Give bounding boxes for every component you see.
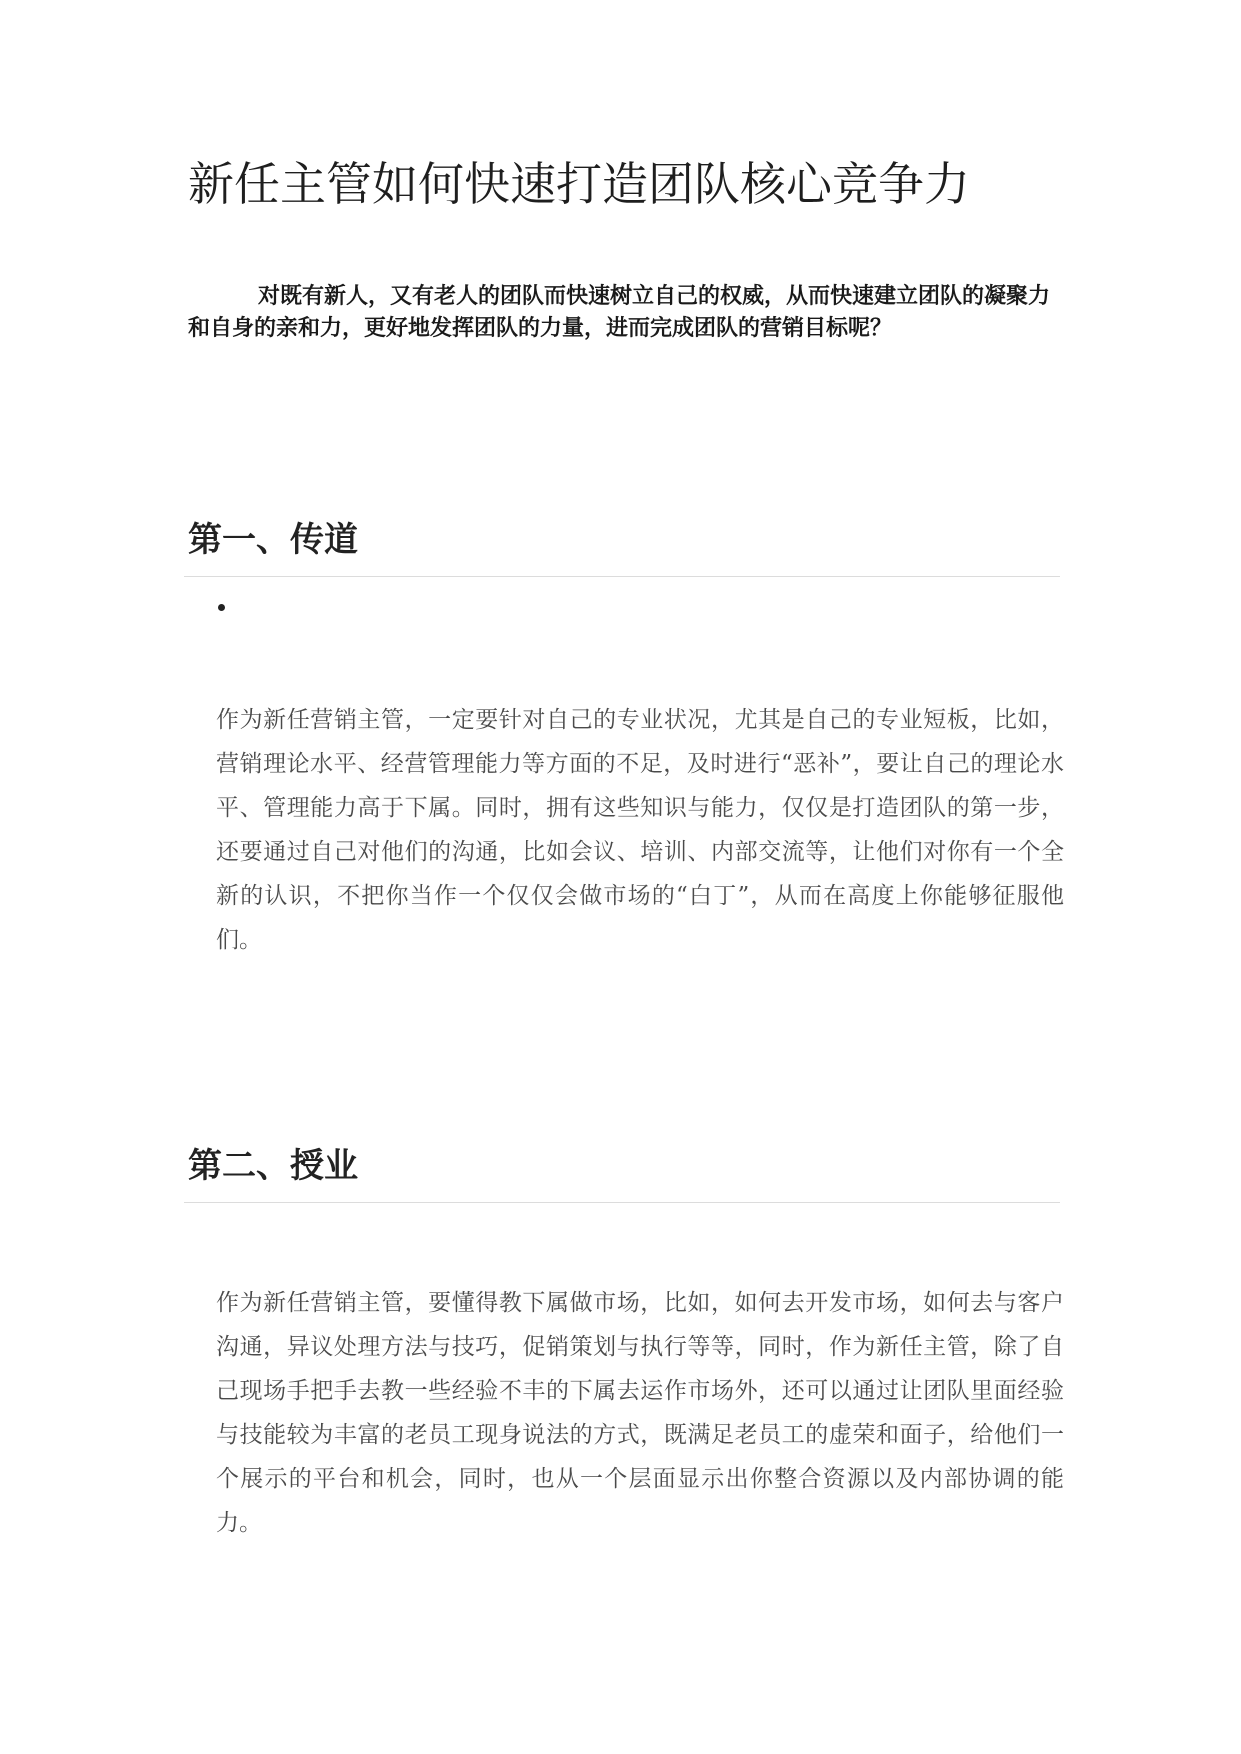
bullet-point [218, 604, 225, 611]
section-divider [184, 1202, 1060, 1203]
intro-paragraph: 对既有新人，又有老人的团队而快速树立自己的权威，从而快速建立团队的凝聚力和自身的亲和力，更好地发挥团队的力量，进而完成团队的营销目标呢？ [188, 283, 1051, 341]
document-title: 新任主管如何快速打造团队核心竞争力 [188, 157, 970, 211]
section-body-chuandao: 作为新任营销主管，一定要针对自己的专业状况，尤其是自己的专业短板，比如，营销理论水平、经营管理能力等方面的不足，及时进行“恶补”，要让自己的理论水平、管理能力高于下属。同时，拥有这些知识与能力，仅仅是打造团队的第一步，还要通过自己对他们的沟通，比如会议、培训、内部交流等，让他们对你有一个全新的认识，不把你当作一个仅仅会做市场的“白丁”，从而在高度上你能够征服他们。 [216, 707, 1064, 953]
section-body-shouye: 作为新任营销主管，要懂得教下属做市场，比如，如何去开发市场，如何去与客户沟通，异议处理方法与技巧，促销策划与执行等等，同时，作为新任主管，除了自己现场手把手去教一些经验不丰的下属去运作市场外，还可以通过让团队里面经验与技能较为丰富的老员工现身说法的方式，既满足老员工的虚荣和面子，给他们一个展示的平台和机会，同时，也从一个层面显示出你整合资源以及内部协调的能力。 [216, 1290, 1064, 1536]
section-heading-chuandao: 第一、传道 [188, 520, 358, 560]
section-divider [184, 576, 1060, 577]
section-heading-shouye: 第二、授业 [188, 1146, 358, 1186]
